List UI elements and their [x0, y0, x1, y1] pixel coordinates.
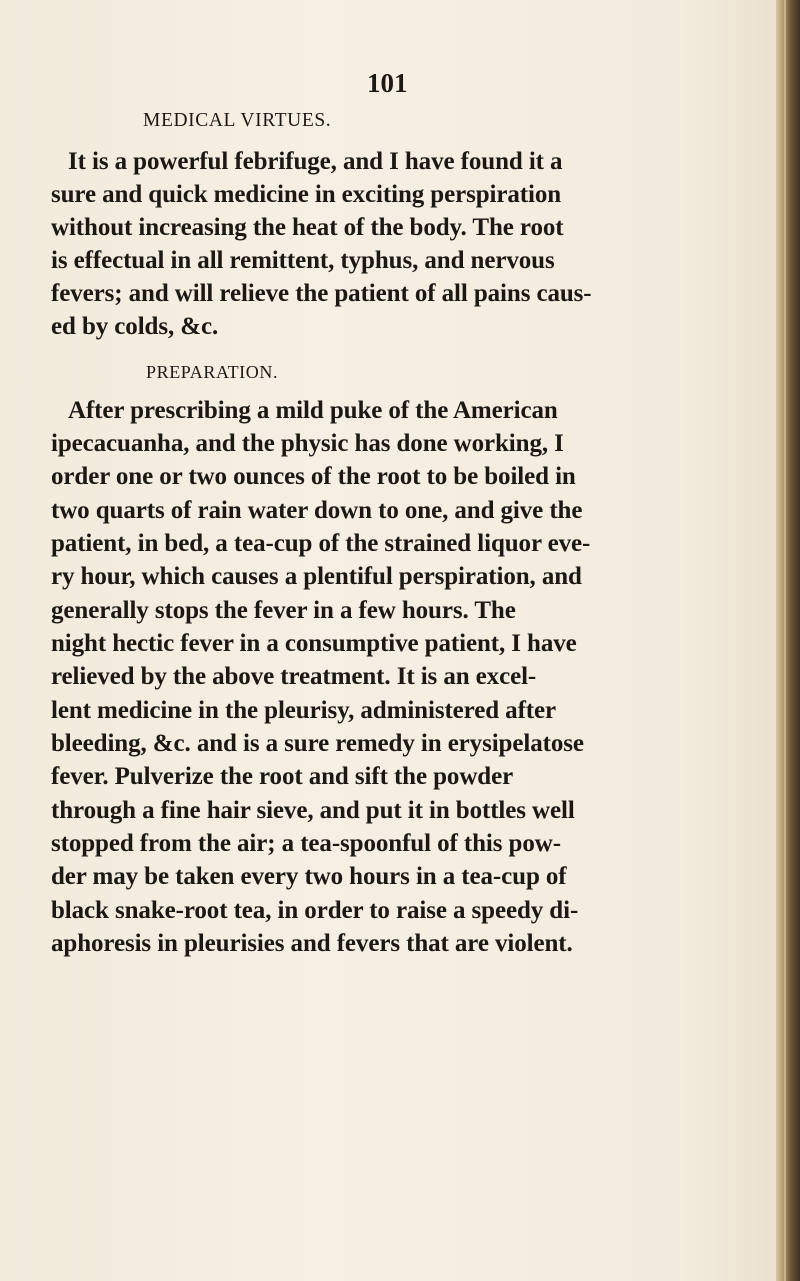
text-line: two quarts of rain water down to one, and give the — [51, 497, 583, 524]
text-line: generally stops the fever in a few hours. The — [51, 597, 516, 624]
text-line: through a fine hair sieve, and put it in bottles well — [51, 797, 575, 824]
page-number: 101 — [367, 68, 408, 98]
text-line: lent medicine in the pleurisy, administered after — [51, 697, 557, 724]
page-gutter-line — [784, 0, 786, 1281]
text-line: aphoresis in pleurisies and fevers that are violent. — [51, 930, 573, 957]
text-line: black snake-root tea, in order to raise a speedy di- — [51, 897, 579, 924]
text-line: stopped from the air; a tea-spoonful of this pow- — [51, 830, 561, 857]
text-line: fever. Pulverize the root and sift the powder — [51, 763, 514, 790]
text-line: patient, in bed, a tea-cup of the strained liquor eve- — [51, 530, 591, 557]
text-line: ed by colds, &c. — [51, 313, 219, 340]
section-heading: PREPARATION. — [146, 362, 279, 382]
text-line: order one or two ounces of the root to be boiled in — [51, 463, 576, 490]
text-line: night hectic fever in a consumptive patient, I have — [51, 630, 577, 657]
text-line: ipecacuanha, and the physic has done working, I — [51, 430, 564, 457]
text-line: After prescribing a mild puke of the American — [68, 397, 558, 424]
text-line: der may be taken every two hours in a tea-cup of — [51, 863, 567, 890]
text-line: It is a powerful febrifuge, and I have found it a — [68, 148, 563, 175]
page-gutter-edge — [776, 0, 800, 1281]
text-line: is effectual in all remittent, typhus, and nervous — [51, 247, 555, 274]
text-line: ry hour, which causes a plentiful perspiration, and — [51, 563, 582, 590]
text-line: sure and quick medicine in exciting perspiration — [51, 181, 562, 208]
running-head: MEDICAL VIRTUES. — [143, 110, 332, 131]
text-line: bleeding, &c. and is a sure remedy in erysipelatose — [51, 730, 584, 757]
text-line: without increasing the heat of the body. The root — [51, 214, 564, 241]
text-line: fevers; and will relieve the patient of all pains caus- — [51, 280, 592, 307]
text-line: relieved by the above treatment. It is an excel- — [51, 663, 537, 690]
